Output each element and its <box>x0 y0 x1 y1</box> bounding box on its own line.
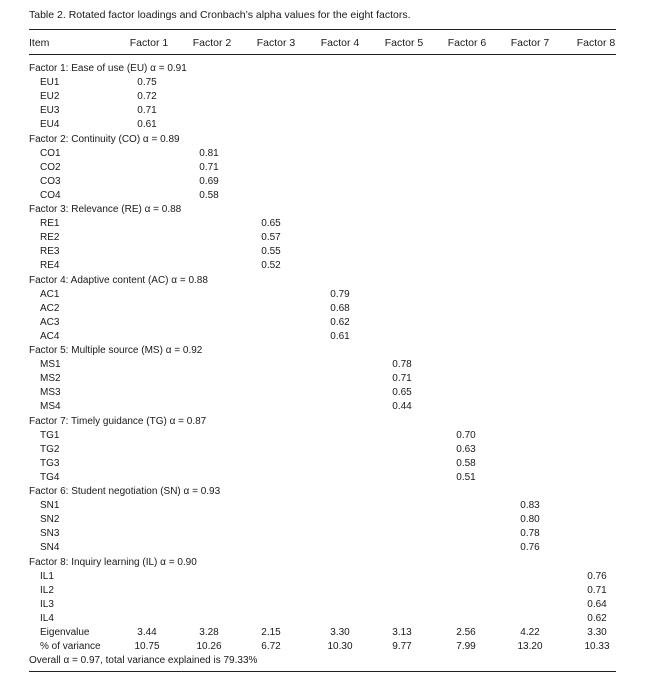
item-loading: 0.78 <box>520 528 540 540</box>
item-name: IL3 <box>40 598 54 610</box>
item-name: SN4 <box>40 542 60 554</box>
item-loading: 0.57 <box>261 232 281 244</box>
item-loading: 0.81 <box>199 147 219 159</box>
item-name: AC1 <box>40 288 60 300</box>
item-loading: 0.71 <box>392 373 412 385</box>
factor-group-title: Factor 3: Relevance (RE) α = 0.88 <box>29 204 182 215</box>
column-header-factor-6: Factor 6 <box>447 37 487 49</box>
summary-value: 2.15 <box>261 627 281 638</box>
summary-value: 7.99 <box>456 641 476 653</box>
item-loading: 0.71 <box>137 105 157 117</box>
item-name: CO1 <box>40 147 61 159</box>
summary-value: 4.22 <box>520 627 540 638</box>
summary-value: 10.26 <box>196 641 222 653</box>
summary-label: % of variance <box>40 641 101 653</box>
column-header-item: Item <box>29 37 50 49</box>
summary-value: 2.56 <box>456 627 476 638</box>
item-name: RE1 <box>40 218 60 230</box>
item-loading: 0.58 <box>456 457 476 469</box>
item-name: TG3 <box>40 457 60 469</box>
item-name: TG1 <box>40 429 60 441</box>
item-name: AC3 <box>40 316 60 328</box>
item-name: SN1 <box>40 500 60 512</box>
item-loading: 0.72 <box>137 91 157 103</box>
item-loading: 0.55 <box>261 246 281 258</box>
summary-label: Eigenvalue <box>40 627 90 638</box>
item-loading: 0.76 <box>520 542 540 554</box>
item-name: IL4 <box>40 612 54 624</box>
item-loading: 0.62 <box>587 612 607 624</box>
item-loading: 0.83 <box>520 500 540 512</box>
summary-value: 10.75 <box>134 641 160 653</box>
item-loading: 0.76 <box>587 570 607 582</box>
item-name: AC2 <box>40 302 60 314</box>
item-loading: 0.58 <box>199 189 219 201</box>
summary-value: 10.33 <box>584 641 610 653</box>
summary-value: 10.30 <box>327 641 353 653</box>
summary-value: 3.28 <box>199 627 219 638</box>
factor-group-title: Factor 8: Inquiry learning (IL) α = 0.90 <box>29 556 197 568</box>
item-name: CO2 <box>40 161 61 173</box>
overall-note: Overall α = 0.97, total variance explained is 79.33% <box>29 655 258 667</box>
factor-group-title: Factor 1: Ease of use (EU) α = 0.91 <box>29 63 187 74</box>
top-rule <box>29 29 616 30</box>
item-name: EU3 <box>40 105 60 117</box>
column-header-factor-1: Factor 1 <box>129 37 169 49</box>
item-name: RE4 <box>40 260 60 272</box>
item-loading: 0.63 <box>456 443 476 455</box>
item-loading: 0.79 <box>330 288 350 300</box>
item-name: CO4 <box>40 189 61 201</box>
item-loading: 0.71 <box>199 161 219 173</box>
item-name: TG2 <box>40 443 60 455</box>
column-header-factor-3: Factor 3 <box>256 37 296 49</box>
summary-value: 13.20 <box>517 641 543 653</box>
item-name: EU1 <box>40 77 60 89</box>
factor-group-title: Factor 2: Continuity (CO) α = 0.89 <box>29 133 180 145</box>
item-name: EU2 <box>40 91 60 103</box>
factor-group-title: Factor 4: Adaptive content (AC) α = 0.88 <box>29 274 208 286</box>
column-header-factor-8: Factor 8 <box>576 37 616 49</box>
item-name: MS2 <box>40 373 61 385</box>
item-loading: 0.61 <box>330 330 350 342</box>
item-loading: 0.65 <box>261 218 281 230</box>
item-name: EU4 <box>40 119 60 131</box>
summary-value: 6.72 <box>261 641 281 653</box>
summary-value: 9.77 <box>392 641 412 653</box>
column-header-factor-2: Factor 2 <box>192 37 232 49</box>
item-name: TG4 <box>40 471 60 483</box>
table-caption: Table 2. Rotated factor loadings and Cronbach’s alpha values for the eight factors. <box>29 9 411 21</box>
header-rule <box>29 54 616 55</box>
column-header-factor-4: Factor 4 <box>320 37 360 49</box>
item-name: MS4 <box>40 401 61 413</box>
item-loading: 0.71 <box>587 584 607 596</box>
item-loading: 0.68 <box>330 302 350 314</box>
item-name: AC4 <box>40 330 60 342</box>
summary-value: 3.30 <box>330 627 350 638</box>
item-loading: 0.44 <box>392 401 412 413</box>
item-name: SN2 <box>40 514 60 526</box>
item-loading: 0.51 <box>456 471 476 483</box>
summary-value: 3.44 <box>137 627 157 638</box>
item-loading: 0.75 <box>137 77 157 89</box>
summary-value: 3.13 <box>392 627 412 638</box>
item-loading: 0.65 <box>392 387 412 399</box>
item-name: CO3 <box>40 175 61 187</box>
item-loading: 0.62 <box>330 316 350 328</box>
column-header-factor-5: Factor 5 <box>384 37 424 49</box>
item-loading: 0.70 <box>456 429 476 441</box>
item-name: RE3 <box>40 246 60 258</box>
item-loading: 0.64 <box>587 598 607 610</box>
factor-group-title: Factor 6: Student negotiation (SN) α = 0.93 <box>29 486 221 497</box>
item-name: IL1 <box>40 570 54 582</box>
item-name: RE2 <box>40 232 60 244</box>
summary-value: 3.30 <box>587 627 607 638</box>
factor-group-title: Factor 5: Multiple source (MS) α = 0.92 <box>29 345 203 356</box>
item-name: MS3 <box>40 387 61 399</box>
item-name: IL2 <box>40 584 54 596</box>
factor-group-title: Factor 7: Timely guidance (TG) α = 0.87 <box>29 415 207 427</box>
item-name: MS1 <box>40 359 61 371</box>
item-loading: 0.52 <box>261 260 281 272</box>
item-loading: 0.78 <box>392 359 412 371</box>
item-loading: 0.80 <box>520 514 540 526</box>
column-header-factor-7: Factor 7 <box>510 37 550 49</box>
item-name: SN3 <box>40 528 60 540</box>
item-loading: 0.61 <box>137 119 157 131</box>
item-loading: 0.69 <box>199 175 219 187</box>
bottom-rule <box>29 671 616 672</box>
